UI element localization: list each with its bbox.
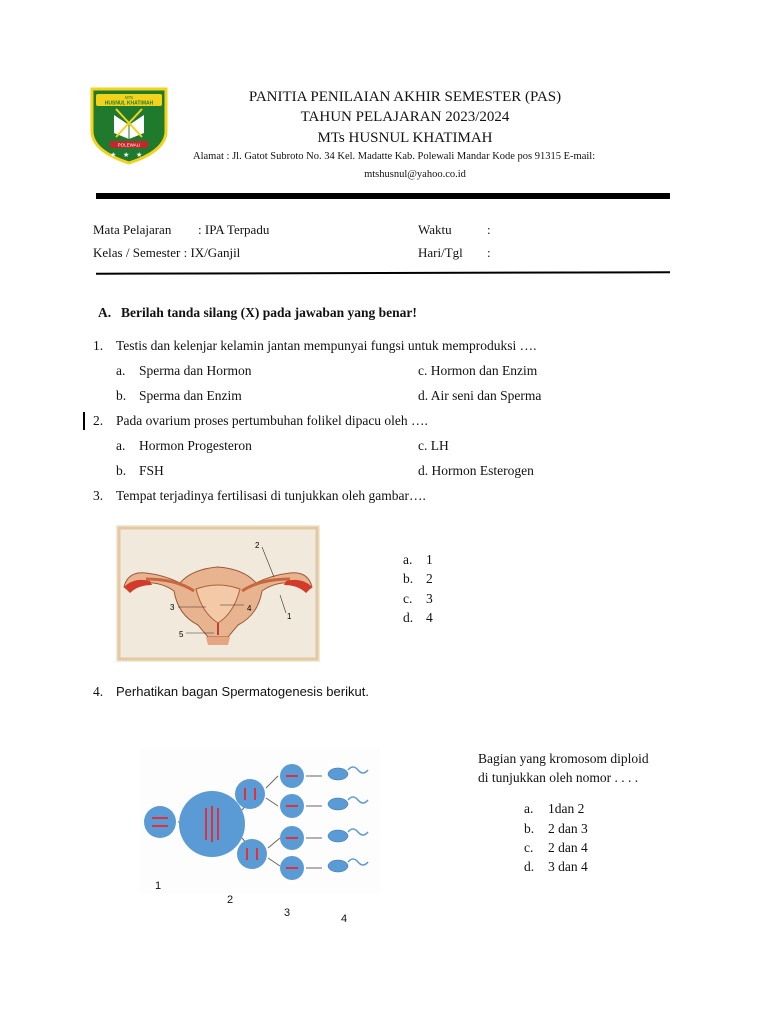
header-email: mtshusnul@yahoo.co.id <box>364 169 466 180</box>
q1-b-text: Sperma dan Enzim <box>139 388 242 403</box>
uterus-figure <box>116 525 320 662</box>
q4-a-letter: a. <box>524 801 534 816</box>
q3-d-letter: d. <box>403 610 414 625</box>
q2-a-text: Hormon Progesteron <box>139 438 252 453</box>
q1-text: Testis dan kelenjar kelamin jantan mempunyai fungsi untuk memproduksi …. <box>116 338 537 353</box>
q1-c: c. Hormon dan Enzim <box>418 363 538 378</box>
header-address: Alamat : Jl. Gatot Subroto No. 34 Kel. Madatte Kab. Polewali Mandar Kode pos 91315 E-mail: <box>193 151 596 162</box>
fig4-label-2: 2 <box>227 894 234 906</box>
q1-number: 1. <box>93 338 104 353</box>
school-logo <box>88 85 170 165</box>
q4-side-text-1: Bagian yang kromosom diploid <box>478 751 649 766</box>
spermatogenesis-figure <box>140 748 380 893</box>
fig4-label-3: 3 <box>284 907 291 919</box>
header-school: MTs HUSNUL KHATIMAH <box>317 130 493 146</box>
q2-b-letter: b. <box>116 463 127 478</box>
header-committee: PANITIA PENILAIAN AKHIR SEMESTER (PAS) <box>248 89 562 105</box>
q2-d: d. Hormon Esterogen <box>418 463 534 478</box>
svg-text:POLEWALI: POLEWALI <box>117 142 141 148</box>
q3-d-text: 4 <box>426 610 433 625</box>
fig3-label-4: 4 <box>247 604 252 613</box>
q2-b-text: FSH <box>139 463 164 478</box>
q3-a-letter: a. <box>403 552 413 567</box>
q4-b-letter: b. <box>524 821 535 836</box>
q3-text: Tempat terjadinya fertilisasi di tunjukkan oleh gambar…. <box>116 488 426 503</box>
svg-text:HUSNUL KHATIMAH: HUSNUL KHATIMAH <box>104 100 154 107</box>
q3-c-letter: c. <box>403 591 413 606</box>
svg-text:★: ★ <box>123 151 130 159</box>
fig4-label-4: 4 <box>341 913 348 925</box>
info-divider <box>96 271 670 274</box>
day-label: Hari/Tgl <box>418 245 463 260</box>
q4-d-text: 3 dan 4 <box>548 859 588 874</box>
class-label: Kelas / Semester : IX/Ganjil <box>93 245 241 260</box>
time-value: : <box>487 222 491 237</box>
q2-number: 2. <box>93 413 104 428</box>
q3-b-text: 2 <box>426 571 433 586</box>
fig3-label-2: 2 <box>255 541 260 550</box>
fig3-label-1: 1 <box>287 612 292 621</box>
q2-text: Pada ovarium proses pertumbuhan folikel dipacu oleh …. <box>116 413 428 428</box>
q4-c-text: 2 dan 4 <box>548 840 588 855</box>
q3-number: 3. <box>93 488 104 503</box>
q1-a-text: Sperma dan Hormon <box>139 363 252 378</box>
q4-c-letter: c. <box>524 840 534 855</box>
q3-c-text: 3 <box>426 591 433 606</box>
svg-text:★: ★ <box>136 151 143 159</box>
fig3-label-5: 5 <box>179 630 184 639</box>
svg-text:★: ★ <box>110 151 117 159</box>
subject-label: Mata Pelajaran <box>93 222 172 237</box>
subject-value: : IPA Terpadu <box>198 222 270 237</box>
header-year: TAHUN PELAJARAN 2023/2024 <box>300 109 510 125</box>
q1-b-letter: b. <box>116 388 127 403</box>
section-instruction: Berilah tanda silang (X) pada jawaban yang benar! <box>121 305 417 320</box>
q1-d: d. Air seni dan Sperma <box>418 388 542 403</box>
q1-a-letter: a. <box>116 363 126 378</box>
svg-text:MTs: MTs <box>124 95 134 100</box>
header-divider <box>96 193 670 199</box>
day-value: : <box>487 245 491 260</box>
text-cursor-mark <box>83 412 85 430</box>
q3-a-text: 1 <box>426 552 433 567</box>
q4-a-text: 1dan 2 <box>548 801 585 816</box>
q3-b-letter: b. <box>403 571 414 586</box>
q4-side-text-2: di tunjukkan oleh nomor . . . . <box>478 770 639 785</box>
q4-text: Perhatikan bagan Spermatogenesis berikut. <box>116 684 369 699</box>
q4-number: 4. <box>93 684 104 699</box>
section-letter: A. <box>98 305 112 320</box>
q4-b-text: 2 dan 3 <box>548 821 588 836</box>
q2-c: c. LH <box>418 438 449 453</box>
q2-a-letter: a. <box>116 438 126 453</box>
q4-d-letter: d. <box>524 859 535 874</box>
time-label: Waktu <box>418 222 452 237</box>
fig3-label-3: 3 <box>170 603 175 612</box>
fig4-label-1: 1 <box>155 880 162 892</box>
